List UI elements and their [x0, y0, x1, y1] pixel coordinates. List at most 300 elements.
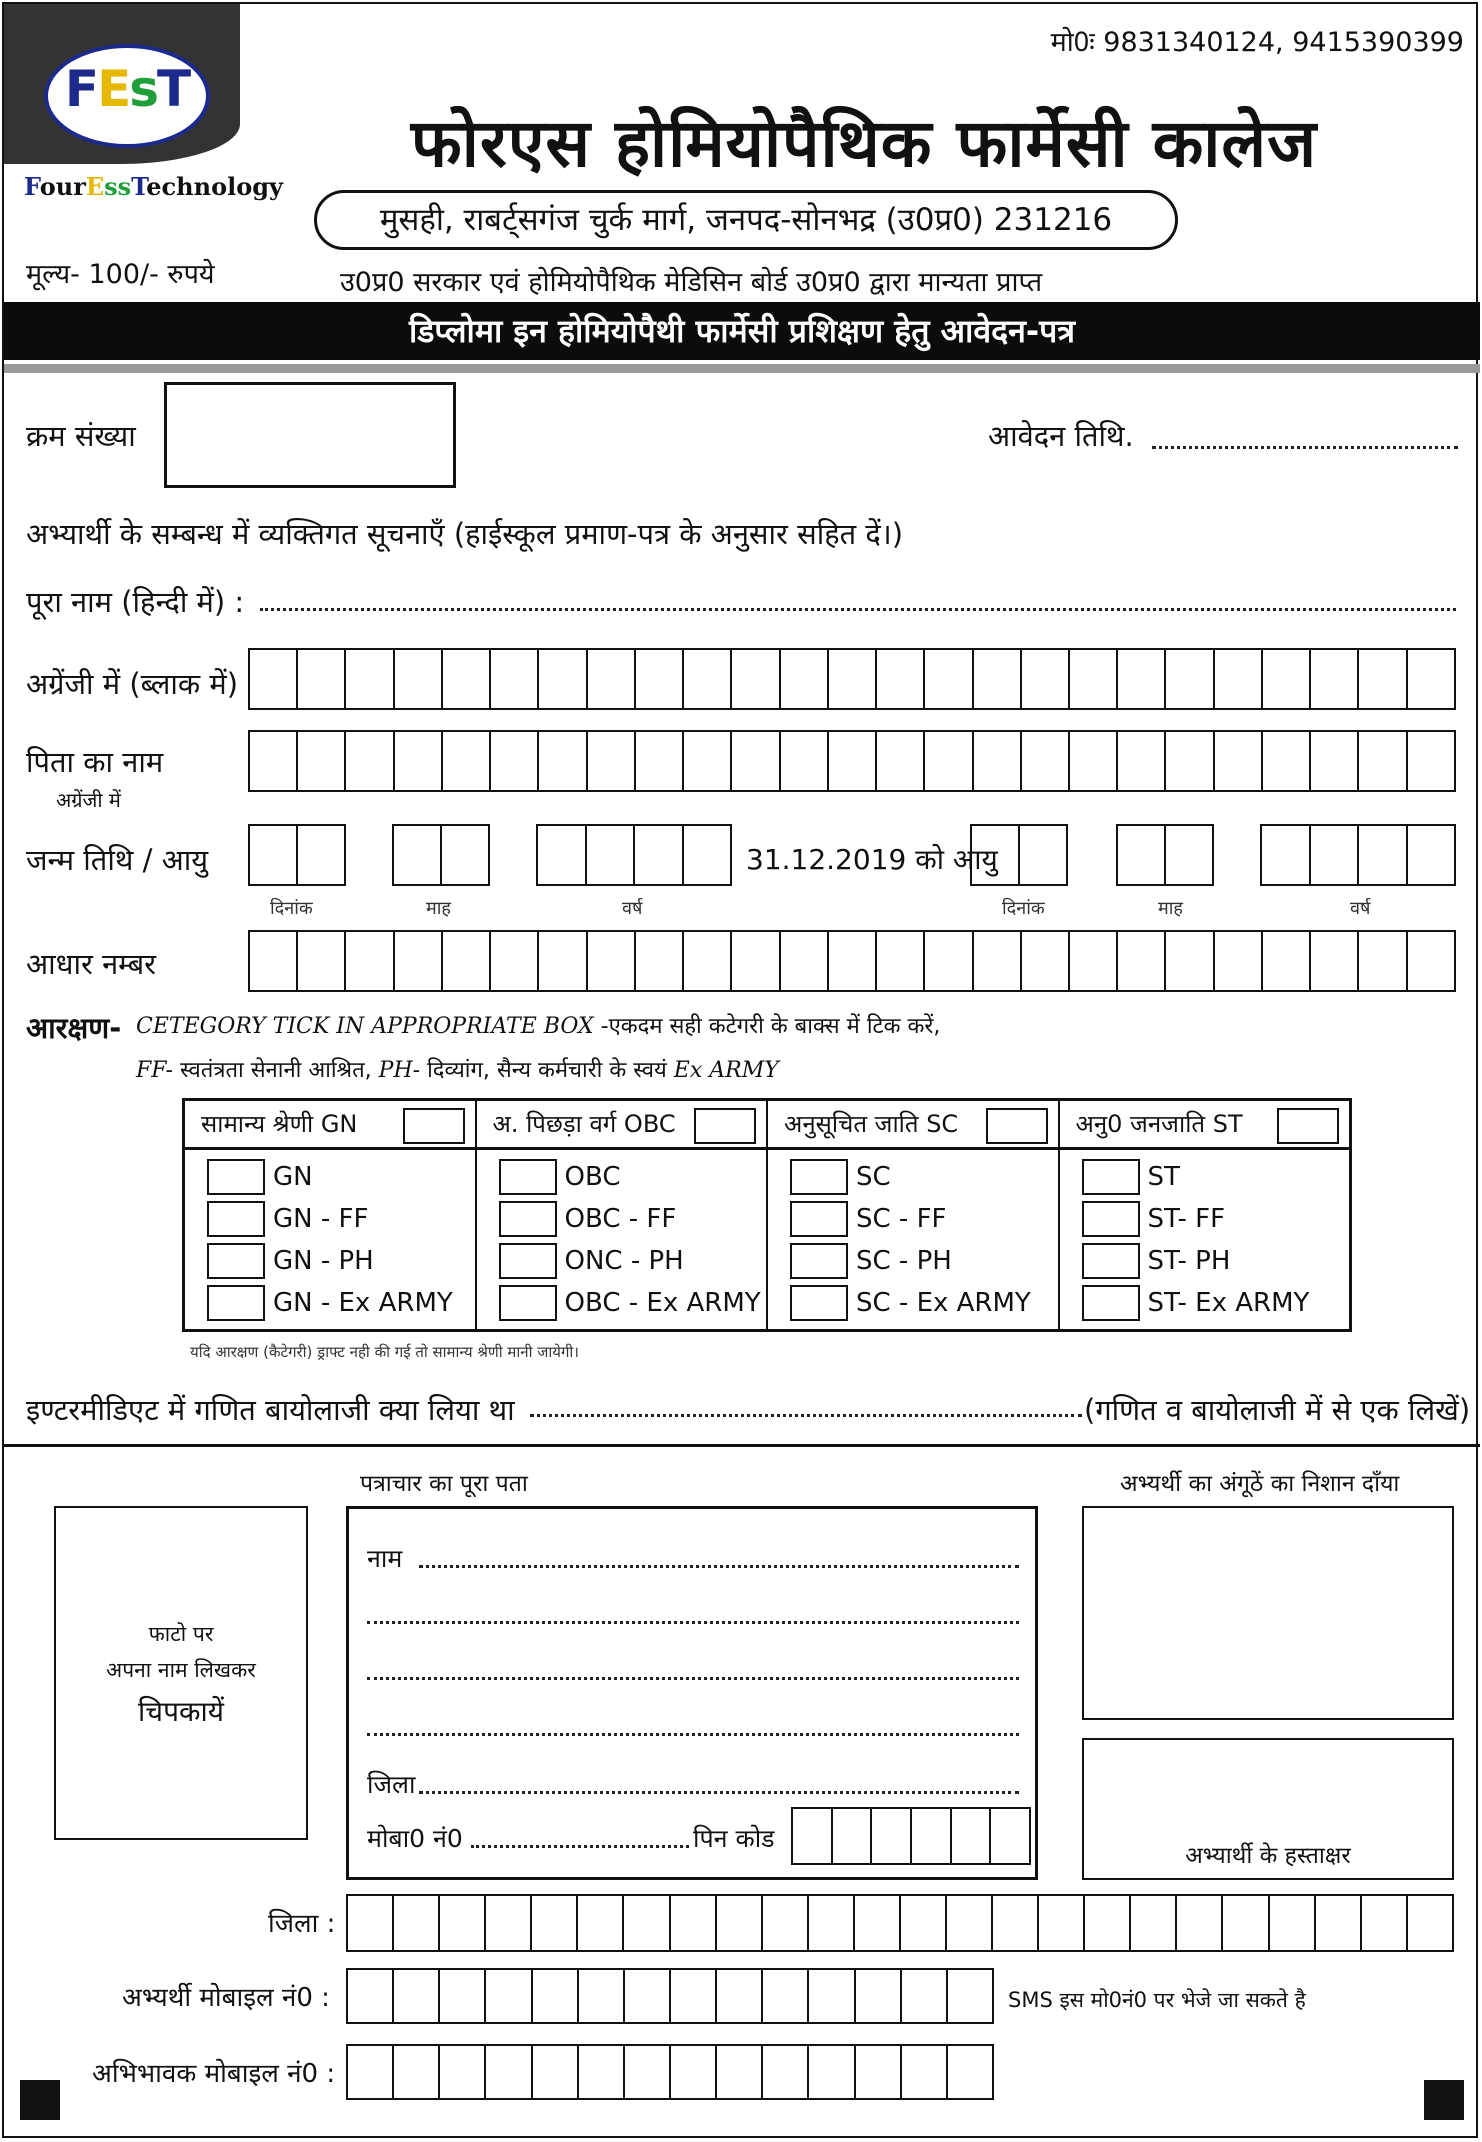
section-divider — [4, 1444, 1480, 1447]
char-box[interactable] — [856, 1970, 902, 2022]
char-box[interactable] — [974, 732, 1022, 790]
char-box[interactable] — [1270, 1896, 1316, 1950]
char-box[interactable] — [877, 650, 925, 708]
char-box[interactable] — [1359, 932, 1407, 990]
category-option[interactable] — [207, 1201, 368, 1237]
char-box[interactable] — [443, 732, 491, 790]
char-box[interactable] — [952, 1809, 992, 1863]
category-header — [185, 1101, 475, 1150]
char-box[interactable] — [1316, 1896, 1362, 1950]
char-box[interactable] — [925, 732, 973, 790]
category-option[interactable] — [790, 1243, 952, 1279]
age-year-boxes[interactable] — [1260, 824, 1456, 886]
char-box[interactable] — [901, 1896, 947, 1950]
logo-emblem — [44, 44, 210, 148]
category-option[interactable] — [1082, 1285, 1310, 1321]
category-option-label: ST- PH — [1147, 1246, 1231, 1276]
char-box[interactable] — [1166, 932, 1214, 990]
category-option[interactable] — [790, 1159, 891, 1195]
char-box[interactable] — [1408, 650, 1454, 708]
char-box[interactable] — [902, 1970, 948, 2022]
address-box — [346, 1506, 1038, 1880]
char-box[interactable] — [809, 1896, 855, 1950]
char-box[interactable] — [1311, 732, 1359, 790]
reservation-instruction-hi: -एकदम सही कटेगरी के बाक्स में टिक करें, — [600, 1014, 941, 1039]
char-box[interactable] — [829, 932, 877, 990]
char-box[interactable] — [1311, 826, 1360, 884]
char-box[interactable] — [625, 1970, 671, 2022]
dob-month-boxes[interactable] — [392, 824, 490, 886]
char-box[interactable] — [1359, 732, 1407, 790]
dob-label: जन्म तिथि / आयु — [26, 843, 209, 877]
logo-banner — [4, 4, 240, 164]
char-box[interactable] — [579, 1970, 625, 2022]
category-checkbox[interactable] — [499, 1201, 557, 1237]
age-on-date-label: 31.12.2019 को आयु — [746, 843, 998, 876]
char-box[interactable] — [925, 932, 973, 990]
char-box[interactable] — [298, 732, 346, 790]
char-box[interactable] — [1408, 932, 1454, 990]
guardian-mobile-boxes[interactable] — [346, 2044, 994, 2100]
application-form-page — [2, 2, 1478, 2138]
char-box[interactable] — [346, 650, 394, 708]
char-box[interactable] — [1311, 650, 1359, 708]
char-box[interactable] — [1070, 650, 1118, 708]
age-month-caption: माह — [1158, 898, 1183, 919]
reservation-legend — [136, 1054, 779, 1084]
char-box[interactable] — [684, 826, 731, 884]
char-box[interactable] — [394, 826, 442, 884]
category-checkbox[interactable] — [499, 1285, 557, 1321]
char-box[interactable] — [346, 732, 394, 790]
category-header — [768, 1101, 1058, 1150]
char-box[interactable] — [732, 650, 780, 708]
legend-army-code: Ex ARMY — [673, 1058, 779, 1083]
char-box[interactable] — [1118, 650, 1166, 708]
char-box[interactable] — [298, 932, 346, 990]
category-checkbox[interactable] — [207, 1201, 265, 1237]
char-box[interactable] — [1118, 826, 1166, 884]
char-box[interactable] — [1311, 932, 1359, 990]
reservation-instruction — [136, 1010, 940, 1040]
address-line-1[interactable] — [367, 1621, 1019, 1624]
char-box[interactable] — [684, 650, 732, 708]
category-header-label: सामान्य श्रेणी GN — [201, 1110, 358, 1138]
category-option[interactable] — [207, 1243, 374, 1279]
category-option-label: ST- FF — [1147, 1204, 1226, 1234]
char-box[interactable] — [763, 2046, 809, 2098]
char-box[interactable] — [443, 650, 491, 708]
char-box[interactable] — [486, 1970, 532, 2022]
age-day-boxes[interactable] — [970, 824, 1068, 886]
category-option-label: OBC - FF — [564, 1204, 677, 1234]
pin-code-boxes[interactable] — [791, 1807, 1031, 1865]
form-title-band: डिप्लोमा इन होमियोपैथी फार्मेसी प्रशिक्षण हेतु आवेदन-पत्र — [4, 302, 1480, 360]
category-option[interactable] — [1082, 1201, 1226, 1237]
category-option-label: GN - Ex ARMY — [273, 1288, 453, 1318]
legend-ph-text: दिव्यांग, सैन्य कर्मचारी के स्वयं — [427, 1058, 667, 1083]
category-checkbox[interactable] — [1082, 1243, 1140, 1279]
phone-numbers: मो0ः 9831340124, 9415390399 — [1050, 27, 1464, 58]
char-box[interactable] — [809, 2046, 855, 2098]
char-box[interactable] — [902, 2046, 948, 2098]
photo-instruction-3: चिपकायें — [138, 1695, 224, 1728]
category-option-label: GN - PH — [273, 1246, 374, 1276]
category-column — [1060, 1101, 1350, 1329]
category-option-label: ONC - PH — [564, 1246, 684, 1276]
photo-instruction-2: अपना नाम लिखकर — [106, 1658, 256, 1682]
char-box[interactable] — [684, 932, 732, 990]
category-option[interactable] — [790, 1285, 1031, 1321]
category-table — [182, 1098, 1352, 1332]
char-box[interactable] — [1223, 1896, 1269, 1950]
char-box[interactable] — [856, 2046, 902, 2098]
char-box[interactable] — [579, 2046, 625, 2098]
char-box[interactable] — [1022, 650, 1070, 708]
char-box[interactable] — [538, 826, 587, 884]
legend-ff-code: FF- — [136, 1058, 173, 1083]
category-checkbox[interactable] — [790, 1285, 848, 1321]
category-header-checkbox[interactable] — [986, 1108, 1048, 1144]
category-option-label: ST — [1147, 1162, 1180, 1192]
category-option[interactable] — [499, 1285, 761, 1321]
char-box[interactable] — [394, 1896, 440, 1950]
char-box[interactable] — [993, 1896, 1039, 1950]
char-box[interactable] — [587, 826, 636, 884]
registration-mark-left — [20, 2080, 60, 2120]
category-header-label: अनु0 जनजाति ST — [1075, 1110, 1243, 1138]
thumb-impression-box[interactable] — [1082, 1506, 1454, 1720]
category-header-checkbox[interactable] — [403, 1108, 465, 1144]
category-option-label: SC - Ex ARMY — [856, 1288, 1031, 1318]
category-header — [1060, 1101, 1350, 1150]
char-box[interactable] — [991, 1809, 1029, 1863]
college-name: फोरएस होमियोपैथिक फार्मेसी कालेज — [410, 105, 1318, 182]
char-box[interactable] — [491, 932, 539, 990]
logo-letter-t: T — [156, 60, 190, 118]
intermediate-hint: (गणित व बायोलाजी में से एक लिखें) — [1084, 1393, 1471, 1427]
legend-ph-code: PH- — [378, 1058, 421, 1083]
char-box[interactable] — [1359, 650, 1407, 708]
char-box[interactable] — [763, 1970, 809, 2022]
photo-box[interactable] — [54, 1506, 308, 1840]
category-option-label: GN — [273, 1162, 313, 1192]
address-line-3[interactable] — [367, 1733, 1019, 1736]
char-box[interactable] — [763, 1896, 809, 1950]
district-label: जिला : — [268, 1909, 336, 1939]
guardian-mobile-label: अभिभावक मोबाइल नं0 : — [92, 2059, 336, 2089]
thumb-heading: अभ्यर्थी का अंगूठें का निशान दाँया — [1120, 1471, 1400, 1497]
signature-box[interactable] — [1082, 1738, 1454, 1880]
english-name-label: अग्रेंजी में (ब्लाक में) — [26, 667, 239, 701]
form-price: मूल्य- 100/- रुपये — [26, 259, 215, 290]
aadhaar-label: आधार नम्बर — [26, 947, 157, 981]
char-box[interactable] — [1177, 1896, 1223, 1950]
category-column — [185, 1101, 477, 1329]
char-box[interactable] — [533, 2046, 579, 2098]
category-option[interactable] — [1082, 1243, 1231, 1279]
logo-letter-f: F — [64, 60, 98, 118]
char-box[interactable] — [781, 932, 829, 990]
category-checkbox[interactable] — [499, 1243, 557, 1279]
char-box[interactable] — [1215, 932, 1263, 990]
full-name-hindi-label: पूरा नाम (हिन्दी में) : — [26, 585, 245, 619]
category-option[interactable] — [790, 1201, 946, 1237]
father-name-sublabel: अग्रेंजी में — [56, 788, 121, 812]
char-box[interactable] — [625, 2046, 671, 2098]
district-boxes[interactable] — [346, 1894, 1454, 1952]
char-box[interactable] — [348, 1896, 394, 1950]
father-name-boxes[interactable] — [248, 730, 1456, 792]
char-box[interactable] — [1408, 732, 1454, 790]
char-box[interactable] — [394, 2046, 440, 2098]
char-box[interactable] — [578, 1896, 624, 1950]
char-box[interactable] — [486, 1896, 532, 1950]
english-name-boxes[interactable] — [248, 648, 1456, 710]
char-box[interactable] — [793, 1809, 833, 1863]
char-box[interactable] — [877, 932, 925, 990]
application-date-line[interactable] — [1152, 446, 1458, 449]
intermediate-answer-line[interactable] — [530, 1414, 1082, 1417]
char-box[interactable] — [1131, 1896, 1177, 1950]
char-box[interactable] — [636, 650, 684, 708]
char-box[interactable] — [1118, 732, 1166, 790]
category-option-label: OBC - Ex ARMY — [564, 1288, 761, 1318]
char-box[interactable] — [829, 732, 877, 790]
char-box[interactable] — [533, 1970, 579, 2022]
intermediate-question: इण्टरमीडिएट में गणित बायोलाजी क्या लिया था — [26, 1393, 515, 1427]
char-box[interactable] — [948, 2046, 992, 2098]
reservation-label: आरक्षण- — [26, 1011, 122, 1045]
category-header-checkbox[interactable] — [694, 1108, 756, 1144]
category-checkbox[interactable] — [1082, 1159, 1140, 1195]
char-box[interactable] — [1263, 732, 1311, 790]
char-box[interactable] — [1262, 826, 1311, 884]
char-box[interactable] — [781, 732, 829, 790]
address-district-line[interactable] — [419, 1791, 1019, 1794]
college-address: मुसही, राबर्ट्सगंज चुर्क मार्ग, जनपद-सोनभद्र (उ0प्र0) 231216 — [314, 190, 1178, 250]
char-box[interactable] — [912, 1809, 952, 1863]
aadhaar-boxes[interactable] — [248, 930, 1456, 992]
char-box[interactable] — [974, 932, 1022, 990]
char-box[interactable] — [829, 650, 877, 708]
char-box[interactable] — [395, 932, 443, 990]
category-column — [477, 1101, 769, 1329]
char-box[interactable] — [250, 732, 298, 790]
dob-day-caption: दिनांक — [270, 898, 313, 919]
char-box[interactable] — [348, 2046, 394, 2098]
personal-info-heading: अभ्यार्थी के सम्बन्ध में व्यक्तिगत सूचनाएँ (हाईस्कूल प्रमाण-पत्र के अनुसार सहित दें।) — [26, 517, 904, 551]
char-box[interactable] — [717, 2046, 763, 2098]
char-box[interactable] — [395, 650, 443, 708]
char-box[interactable] — [974, 650, 1022, 708]
char-box[interactable] — [636, 932, 684, 990]
category-checkbox[interactable] — [1082, 1285, 1140, 1321]
char-box[interactable] — [1070, 732, 1118, 790]
char-box[interactable] — [486, 2046, 532, 2098]
char-box[interactable] — [442, 826, 488, 884]
char-box[interactable] — [948, 1970, 992, 2022]
category-option[interactable] — [207, 1285, 453, 1321]
char-box[interactable] — [395, 732, 443, 790]
char-box[interactable] — [1039, 1896, 1085, 1950]
age-year-caption: वर्ष — [1350, 898, 1371, 919]
category-option[interactable] — [207, 1159, 313, 1195]
char-box[interactable] — [972, 826, 1020, 884]
char-box[interactable] — [671, 1896, 717, 1950]
char-box[interactable] — [732, 932, 780, 990]
address-line-2[interactable] — [367, 1677, 1019, 1680]
dob-day-boxes[interactable] — [248, 824, 346, 886]
char-box[interactable] — [443, 932, 491, 990]
logo-tagline: FourEssTechnology — [24, 172, 283, 201]
category-option-label: SC — [856, 1162, 891, 1192]
recognition-text: उ0प्र0 सरकार एवं होमियोपैथिक मेडिसिन बोर्ड उ0प्र0 द्वारा मान्यता प्राप्त — [340, 267, 1043, 298]
candidate-mobile-label: अभ्यर्थी मोबाइल नं0 : — [122, 1983, 330, 2013]
char-box[interactable] — [1118, 932, 1166, 990]
category-option[interactable] — [499, 1201, 677, 1237]
address-name-label: नाम — [367, 1544, 403, 1573]
category-header-checkbox[interactable] — [1277, 1108, 1339, 1144]
char-box[interactable] — [636, 732, 684, 790]
char-box[interactable] — [539, 732, 587, 790]
char-box[interactable] — [250, 932, 298, 990]
char-box[interactable] — [1070, 932, 1118, 990]
char-box[interactable] — [440, 1970, 486, 2022]
pin-code-label: पिन कोड — [693, 1824, 775, 1853]
char-box[interactable] — [298, 650, 346, 708]
char-box[interactable] — [1215, 732, 1263, 790]
full-name-hindi-line[interactable] — [260, 608, 1456, 611]
char-box[interactable] — [348, 1970, 394, 2022]
char-box[interactable] — [440, 2046, 486, 2098]
address-heading: पत्राचार का पूरा पता — [360, 1471, 528, 1497]
char-box[interactable] — [624, 1896, 670, 1950]
sms-note: SMS इस मो0नं0 पर भेजे जा सकते है — [1008, 1988, 1306, 2012]
char-box[interactable] — [491, 732, 539, 790]
char-box[interactable] — [1166, 732, 1214, 790]
char-box[interactable] — [440, 1896, 486, 1950]
char-box[interactable] — [855, 1896, 901, 1950]
char-box[interactable] — [394, 1970, 440, 2022]
category-option-label: ST- Ex ARMY — [1147, 1288, 1310, 1318]
header-rule — [4, 364, 1480, 373]
char-box[interactable] — [539, 932, 587, 990]
serial-number-box[interactable] — [164, 382, 456, 488]
char-box[interactable] — [588, 932, 636, 990]
category-header-label: अनुसूचित जाति SC — [784, 1110, 959, 1138]
char-box[interactable] — [1166, 826, 1212, 884]
age-day-caption: दिनांक — [1002, 898, 1045, 919]
char-box[interactable] — [1022, 732, 1070, 790]
category-checkbox[interactable] — [499, 1159, 557, 1195]
category-option[interactable] — [499, 1159, 621, 1195]
char-box[interactable] — [1166, 650, 1214, 708]
application-date-label: आवेदन तिथि. — [988, 419, 1134, 453]
char-box[interactable] — [877, 732, 925, 790]
char-box[interactable] — [298, 826, 344, 884]
char-box[interactable] — [1263, 932, 1311, 990]
char-box[interactable] — [1215, 650, 1263, 708]
category-option[interactable] — [1082, 1159, 1180, 1195]
char-box[interactable] — [833, 1809, 873, 1863]
char-box[interactable] — [1085, 1896, 1131, 1950]
dob-month-caption: माह — [426, 898, 451, 919]
char-box[interactable] — [1408, 1896, 1452, 1950]
char-box[interactable] — [717, 1970, 763, 2022]
serial-number-label: क्रम संख्या — [26, 419, 136, 453]
age-month-boxes[interactable] — [1116, 824, 1214, 886]
candidate-mobile-boxes[interactable] — [346, 1968, 994, 2024]
char-box[interactable] — [1359, 826, 1408, 884]
category-checkbox[interactable] — [207, 1159, 265, 1195]
char-box[interactable] — [671, 2046, 717, 2098]
char-box[interactable] — [732, 732, 780, 790]
char-box[interactable] — [539, 650, 587, 708]
address-mobile-line[interactable] — [471, 1845, 689, 1848]
category-option-label: SC - PH — [856, 1246, 952, 1276]
char-box[interactable] — [925, 650, 973, 708]
category-option-label: OBC — [564, 1162, 621, 1192]
char-box[interactable] — [491, 650, 539, 708]
char-box[interactable] — [250, 826, 298, 884]
address-mobile-label: मोबा0 नं0 — [367, 1824, 463, 1853]
reservation-instruction-en: CETEGORY TICK IN APPROPRIATE BOX — [136, 1014, 594, 1039]
char-box[interactable] — [671, 1970, 717, 2022]
registration-mark-right — [1424, 2080, 1464, 2120]
char-box[interactable] — [1263, 650, 1311, 708]
category-header-label: अ. पिछड़ा वर्ग OBC — [492, 1110, 676, 1138]
char-box[interactable] — [635, 826, 684, 884]
char-box[interactable] — [781, 650, 829, 708]
char-box[interactable] — [346, 932, 394, 990]
category-checkbox[interactable] — [790, 1201, 848, 1237]
logo-letter-s: s — [129, 60, 157, 118]
address-name-line[interactable] — [419, 1565, 1019, 1568]
logo-letter-e: E — [97, 60, 130, 118]
char-box[interactable] — [532, 1896, 578, 1950]
category-note: यदि आरक्षण (कैटेगरी) ड्राफ्ट नही की गई तो सामान्य श्रेणी मानी जायेगी। — [190, 1343, 579, 1361]
char-box[interactable] — [947, 1896, 993, 1950]
category-checkbox[interactable] — [207, 1285, 265, 1321]
char-box[interactable] — [588, 650, 636, 708]
category-checkbox[interactable] — [790, 1159, 848, 1195]
char-box[interactable] — [1020, 826, 1066, 884]
char-box[interactable] — [250, 650, 298, 708]
logo-text — [48, 60, 206, 118]
photo-instruction-1: फाटो पर — [148, 1622, 214, 1646]
father-name-label: पिता का नाम — [26, 745, 164, 779]
category-checkbox[interactable] — [207, 1243, 265, 1279]
char-box[interactable] — [872, 1809, 912, 1863]
legend-ff-text: स्वतंत्रता सेनानी आश्रित, — [179, 1058, 372, 1083]
char-box[interactable] — [717, 1896, 763, 1950]
category-checkbox[interactable] — [1082, 1201, 1140, 1237]
char-box[interactable] — [1362, 1896, 1408, 1950]
char-box[interactable] — [684, 732, 732, 790]
dob-year-boxes[interactable] — [536, 824, 732, 886]
category-option-label: GN - FF — [273, 1204, 369, 1234]
char-box[interactable] — [1408, 826, 1455, 884]
char-box[interactable] — [809, 1970, 855, 2022]
char-box[interactable] — [1022, 932, 1070, 990]
char-box[interactable] — [588, 732, 636, 790]
category-checkbox[interactable] — [790, 1243, 848, 1279]
signature-label: अभ्यार्थी के हस्ताक्षर — [1185, 1843, 1351, 1869]
category-option[interactable] — [499, 1243, 684, 1279]
category-header — [477, 1101, 767, 1150]
category-column — [768, 1101, 1060, 1329]
